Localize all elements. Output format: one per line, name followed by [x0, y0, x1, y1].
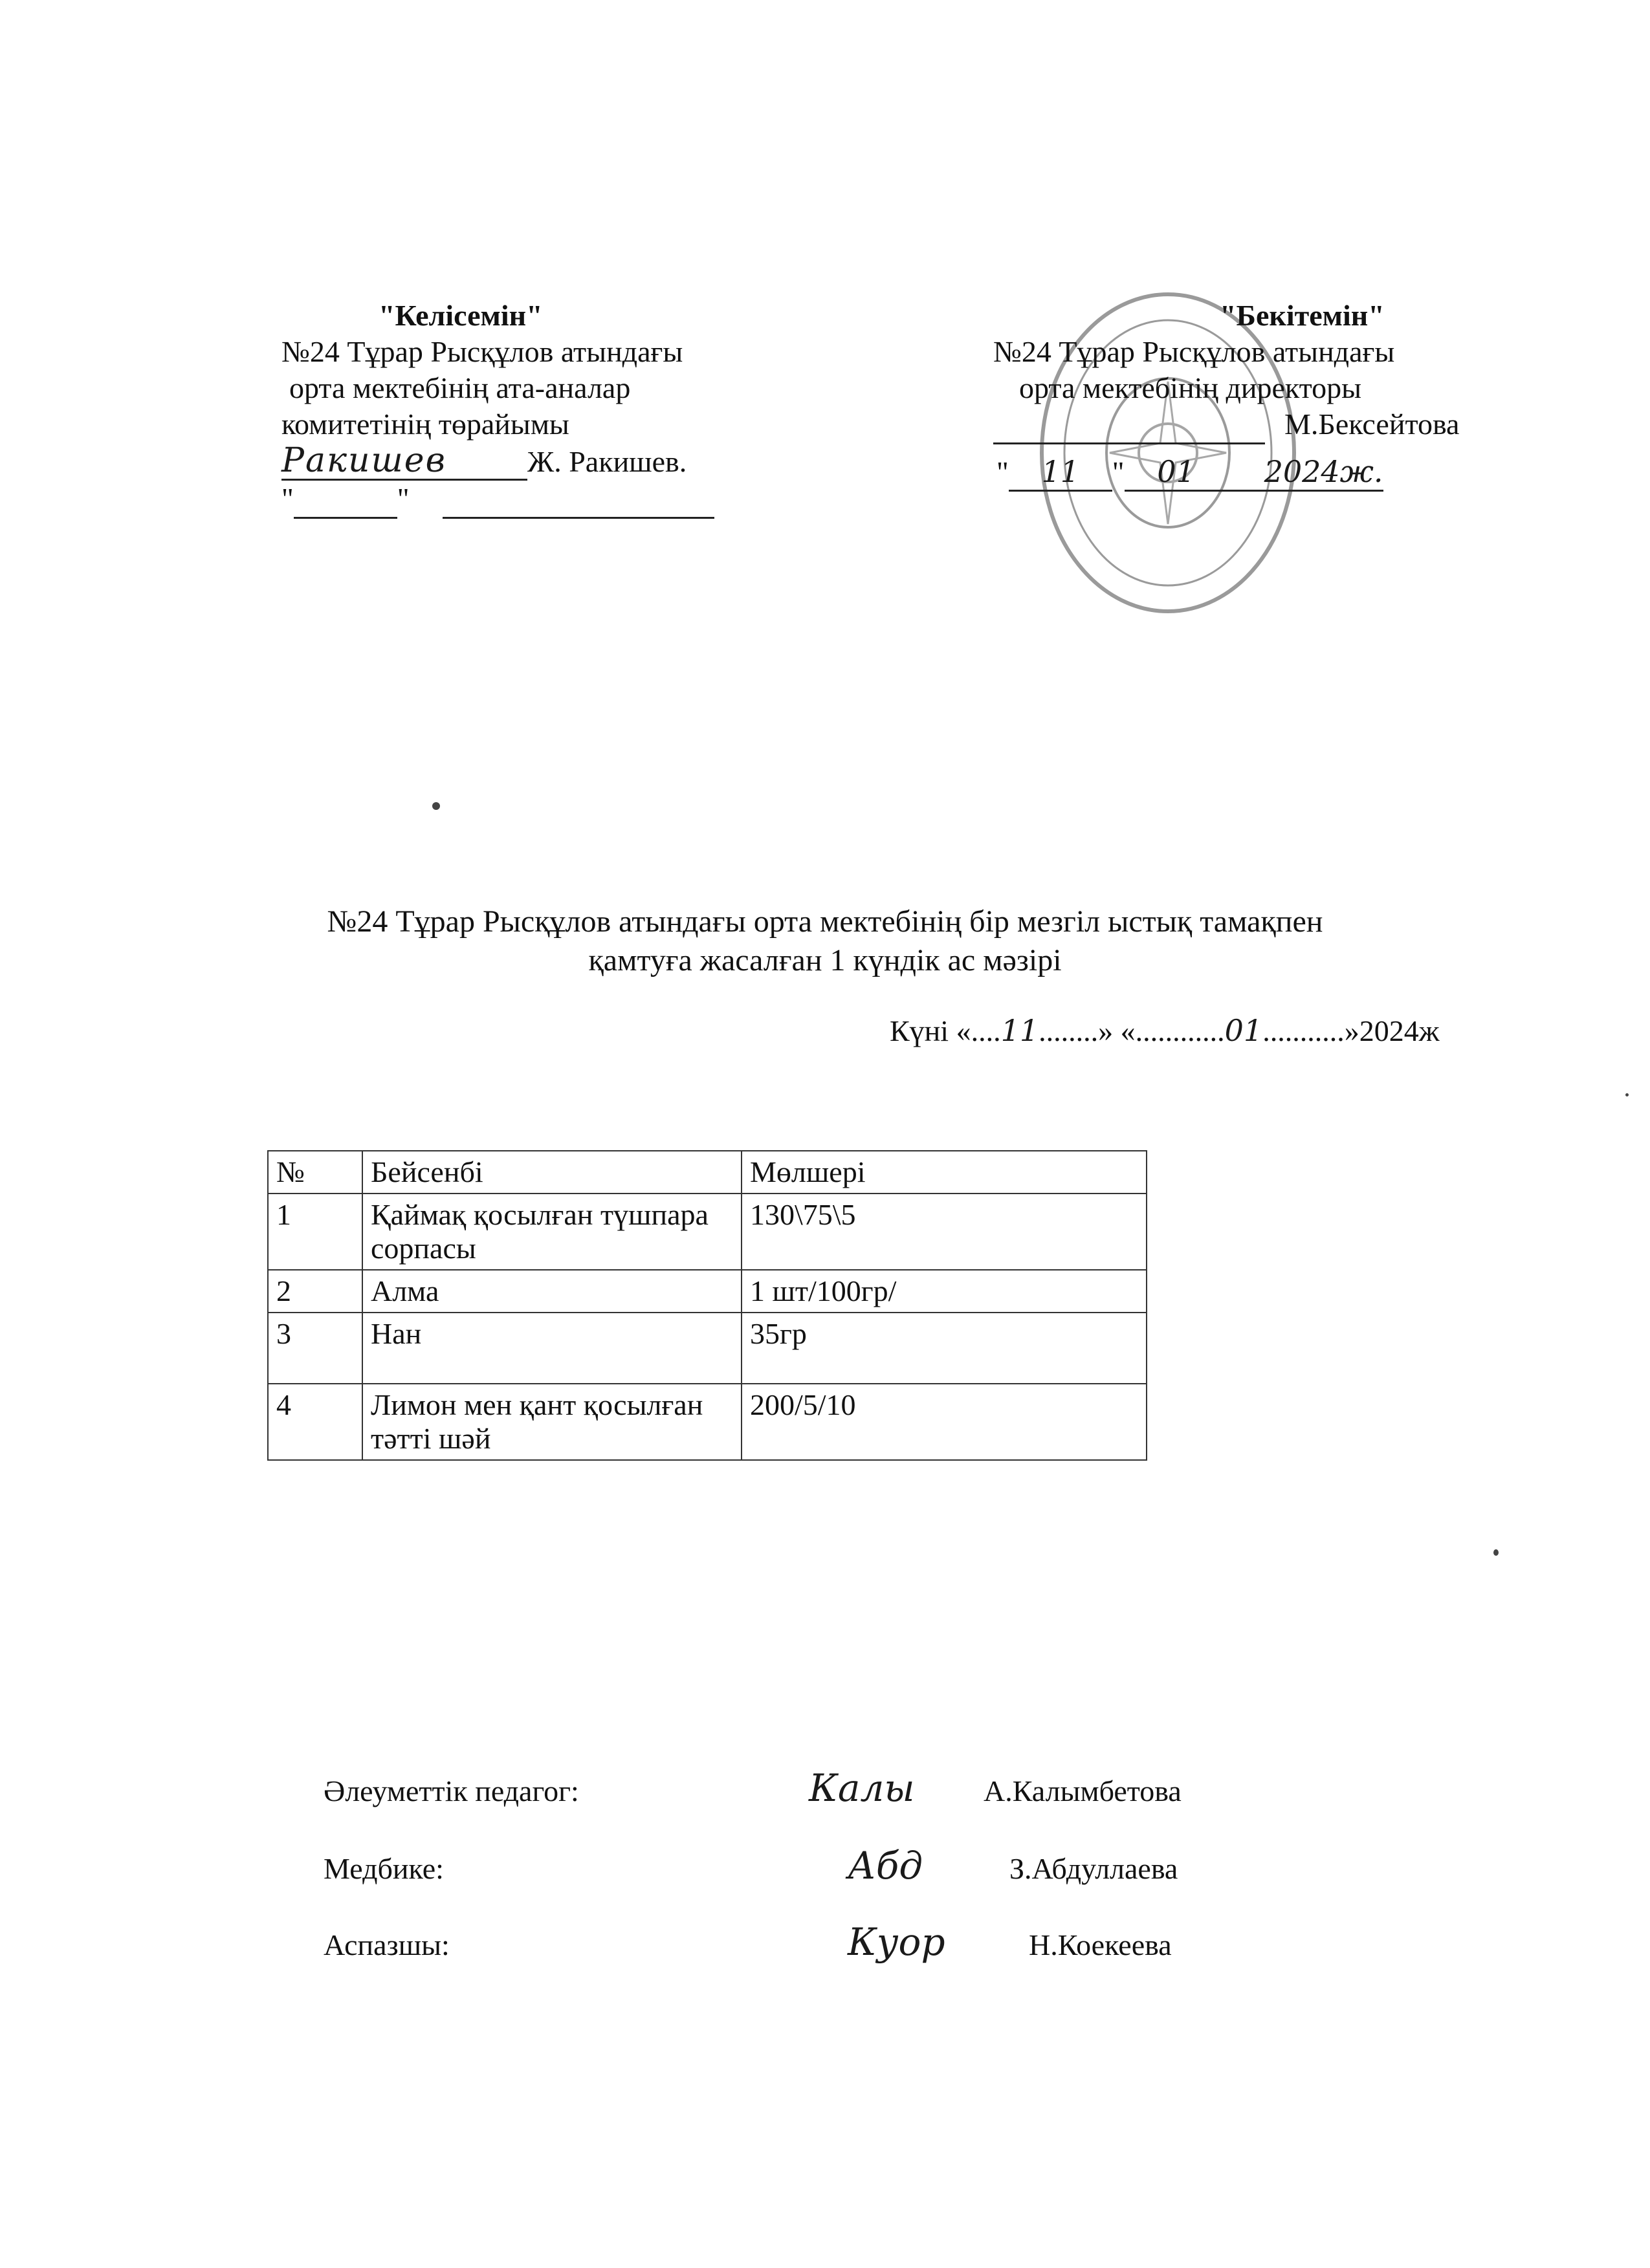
signature-role: Медбике: [324, 1852, 444, 1885]
handwritten-signature: Калы [809, 1766, 915, 1810]
menu-date-line: Күні «....11........» «............01...........»2024ж [890, 1013, 1440, 1048]
approved-date-year: 2024ж. [1228, 453, 1383, 492]
document-title [0, 902, 1650, 980]
scan-speck [1493, 1549, 1499, 1556]
approved-title: "Бекітемін" [1220, 299, 1385, 332]
scan-speck [432, 802, 440, 810]
menu-table [267, 1150, 1147, 1461]
scan-speck [1625, 1093, 1629, 1096]
handwritten-signature: Куор [848, 1920, 945, 1964]
table-row: 4 Лимон мен қант қосылған тәтті шәй 200/5/10 [268, 1384, 1147, 1460]
signature-row-cook [324, 1920, 1172, 1964]
approved-date-day: 11 [1009, 453, 1112, 492]
agreed-signature: Ракишев [281, 442, 527, 481]
header-number: № [268, 1151, 362, 1194]
agreed-line-1: №24 Тұрар Рысқұлов атындағы [281, 335, 683, 368]
approved-date-month: 01 [1125, 453, 1228, 492]
agreed-line-2: орта мектебінің ата-аналар [289, 371, 631, 404]
table-row: 3 Нан 35гр [268, 1313, 1147, 1384]
approved-signatory-name: М.Бексейтова [1284, 408, 1460, 441]
handwritten-signature: Абд [848, 1844, 923, 1888]
header-amount: Мөлшері [742, 1151, 1147, 1194]
signature-row-social-pedagogue [324, 1766, 1182, 1810]
signatory-name: А.Калымбетова [984, 1774, 1182, 1807]
document-title-line-1: №24 Тұрар Рысқұлов атындағы орта мектебінің бір мезгіл ыстық тамақпен [327, 904, 1323, 939]
signature-role: Аспазшы: [324, 1928, 450, 1961]
approved-signature [993, 406, 1265, 444]
signatory-name: Н.Коекеева [1029, 1928, 1172, 1961]
table-row: 2 Алма 1 шт/100гр/ [268, 1270, 1147, 1313]
signature-role: Әлеуметтік педагог: [324, 1774, 579, 1807]
agreed-signature-line [281, 442, 714, 481]
agreed-block [281, 298, 714, 519]
table-row: 1 Қаймақ қосылған түшпара сорпасы 130\75\5 [268, 1194, 1147, 1270]
document-title-line-2: қамтуға жасалған 1 күндік ас мәзірі [588, 943, 1062, 977]
agreed-title: "Келісемін" [379, 299, 543, 332]
approved-line-2: орта мектебінің директоры [1019, 371, 1362, 404]
approved-date-line: " 11 " 01 2024ж. [993, 453, 1459, 492]
approved-signature-line [993, 406, 1459, 444]
menu-date-month: 01 [1224, 1013, 1263, 1048]
agreed-date-line: " " [281, 481, 714, 519]
table-header-row [268, 1151, 1147, 1194]
approved-block [993, 298, 1459, 492]
signatory-name: З.Абдуллаева [1009, 1852, 1178, 1885]
agreed-line-3: комитетінің төрайымы [281, 408, 569, 441]
header-day: Бейсенбі [362, 1151, 742, 1194]
approved-line-1: №24 Тұрар Рысқұлов атындағы [993, 335, 1395, 368]
menu-date-day: 11 [1000, 1013, 1039, 1048]
signature-row-nurse [324, 1844, 1178, 1888]
agreed-signatory-name: Ж. Ракишев. [527, 445, 687, 478]
